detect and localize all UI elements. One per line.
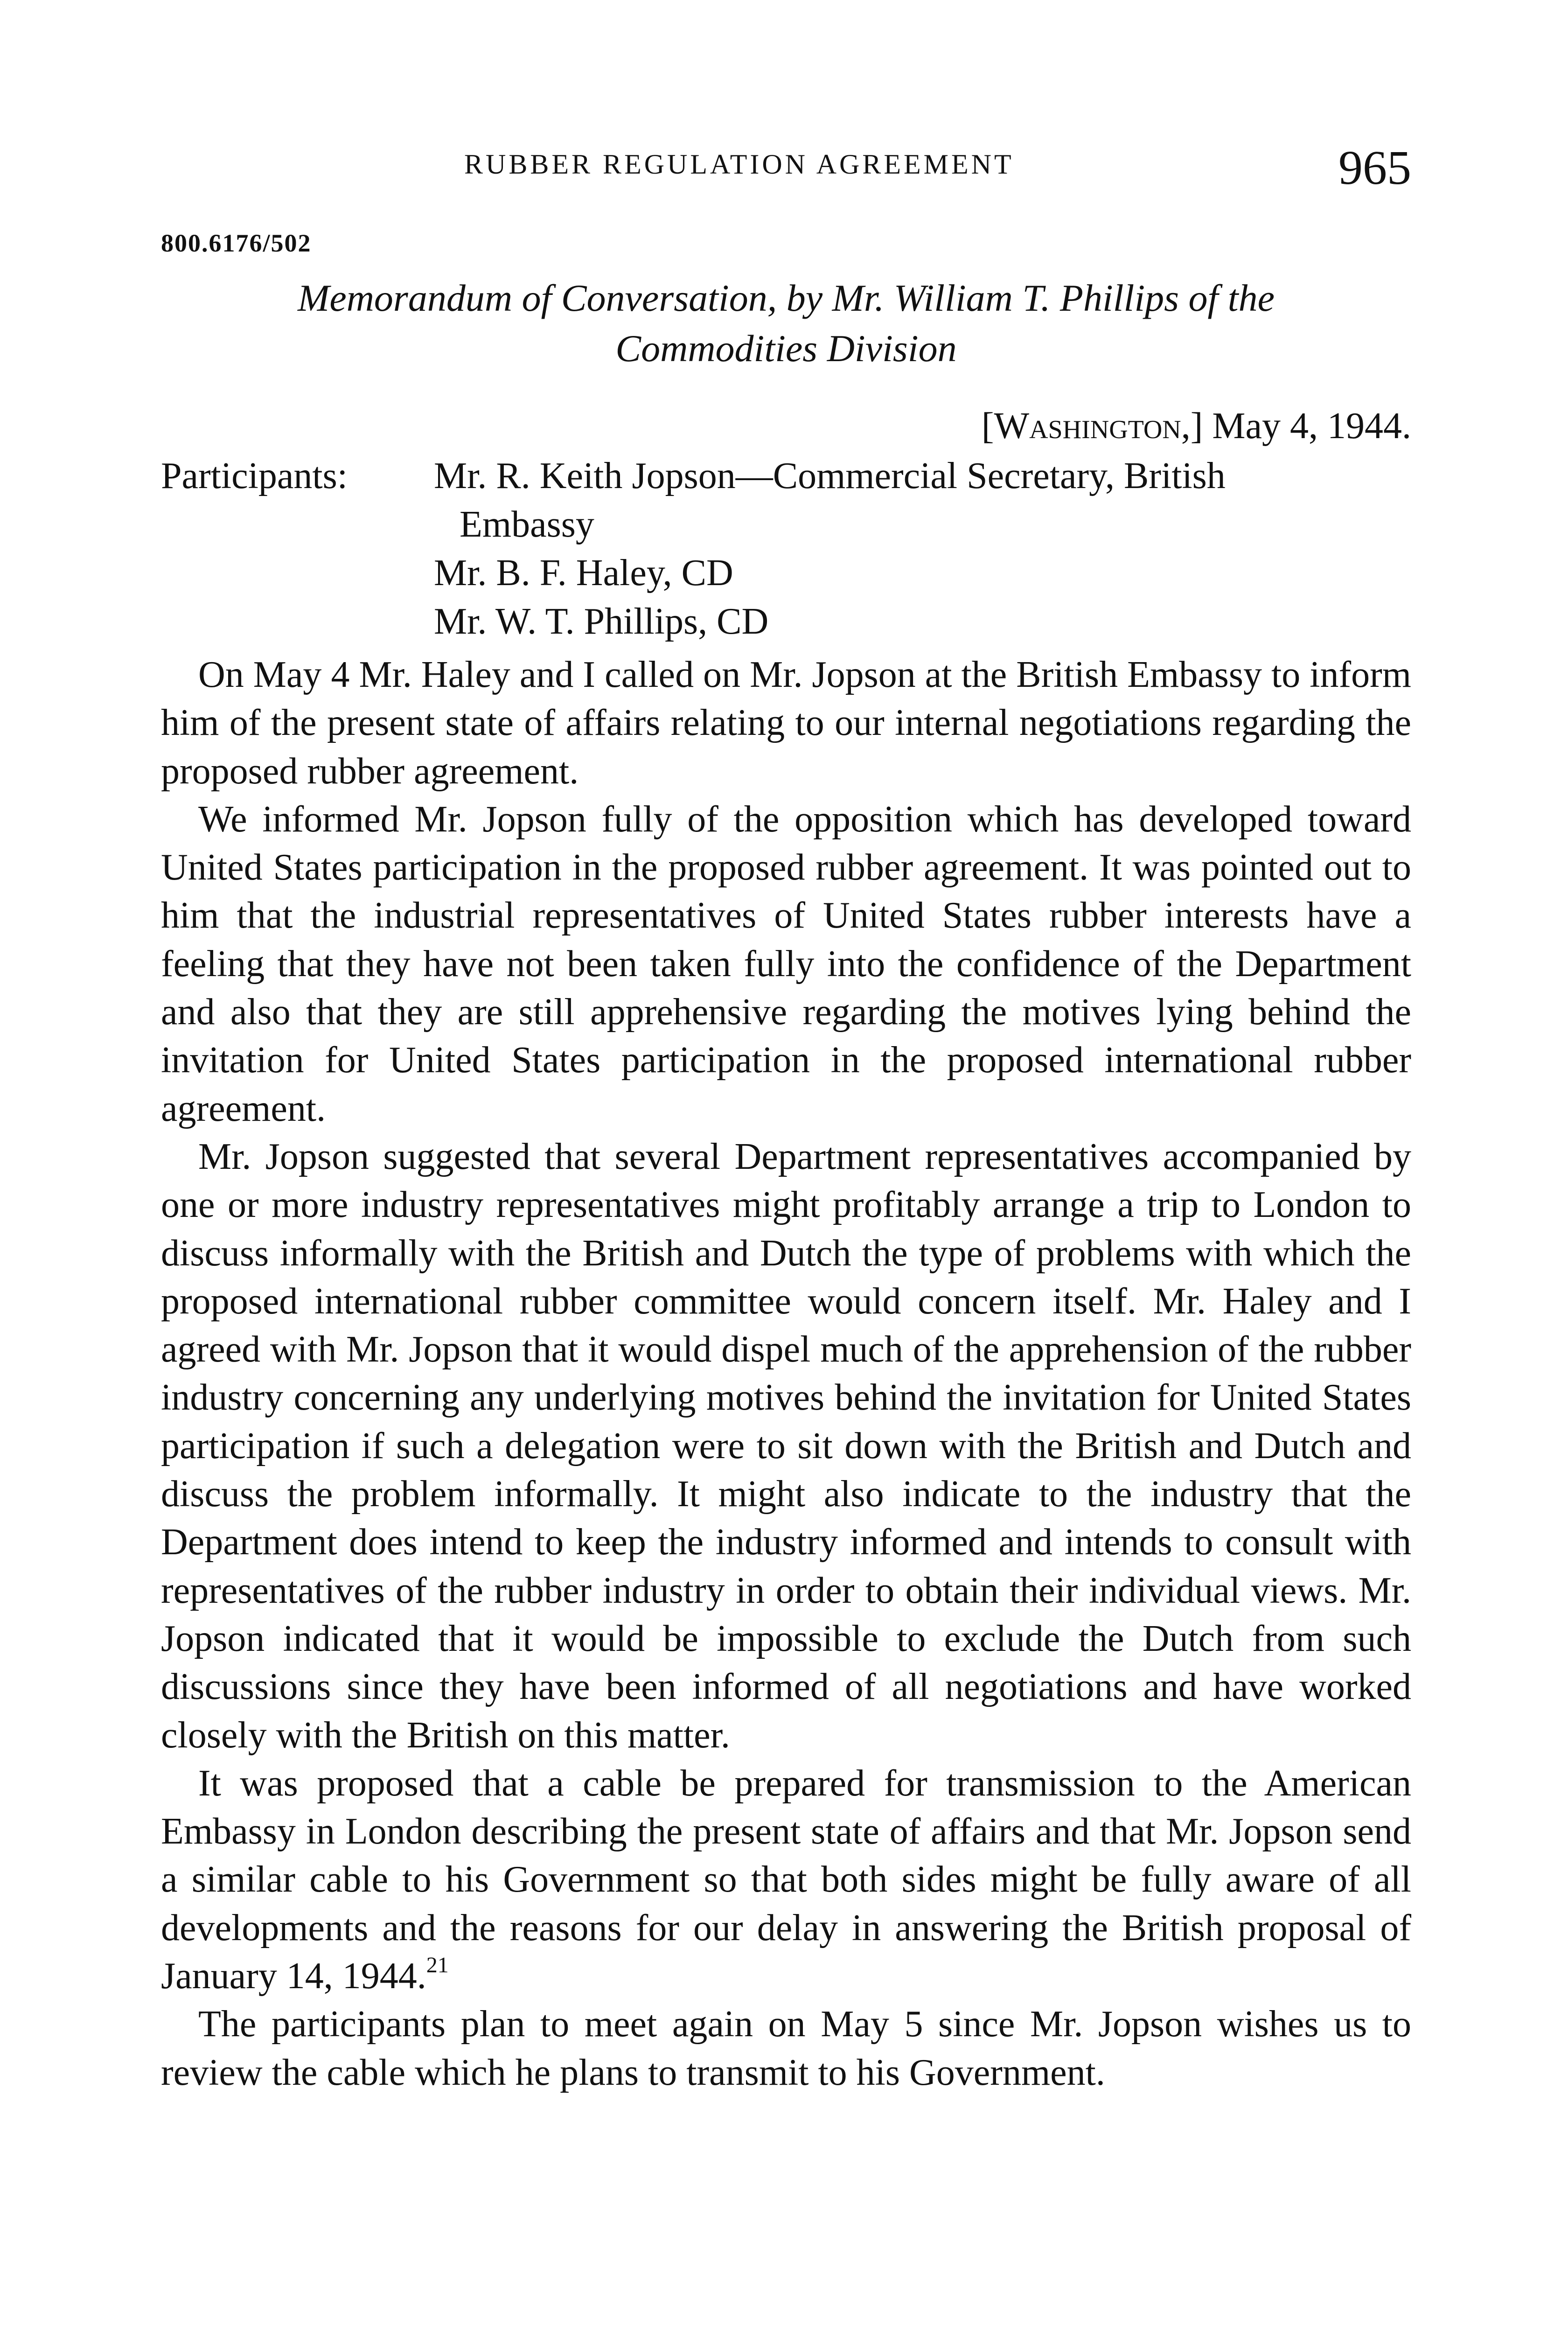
participant-haley: Mr. B. F. Haley, CD <box>434 552 733 594</box>
memorandum-body <box>161 651 1411 2097</box>
running-header <box>161 140 1411 196</box>
page-number: 965 <box>1338 141 1411 195</box>
dateline <box>982 405 1411 447</box>
paragraph-3: Mr. Jopson suggested that several Department representatives accompanied by one or more industry representatives might profitably arrange a trip to London to discuss informally with the British and Dutch the type of problems with which the proposed international rubber committee would concern itself. Mr. Haley and I agreed with Mr. Jopson that it would dispel much of the apprehension of the rubber industry concerning any underlying motives behind the invitation for United States participation if such a delegation were to sit down with the British and Dutch and discuss the problem informally. It might also indicate to the industry that the Department does intend to keep the industry informed and intends to consult with representatives of the rubber industry in order to obtain their individual views. Mr. Jopson indicated that it would be impossible to exclude the Dutch from such discussions since they have been informed of all negotiations and have worked closely with the British on this matter. <box>161 1136 1411 1756</box>
footnote-reference[interactable]: 21 <box>426 1953 449 1978</box>
title-line-2: Commodities Division <box>615 327 957 370</box>
participant-line-continued: Embassy <box>460 504 594 545</box>
participants-label: Participants: <box>161 455 348 496</box>
file-number: 800.6176/502 <box>161 229 312 257</box>
participant-line: Mr. R. Keith Jopson—Commercial Secretary, British <box>434 455 1226 496</box>
running-title: RUBBER REGULATION AGREEMENT <box>464 149 1014 180</box>
paragraph-1: On May 4 Mr. Haley and I called on Mr. Jopson at the British Embassy to inform him of the present state of affairs relating to our internal negotiations regarding the proposed rubber agreement. <box>161 654 1411 792</box>
paragraph-5: The participants plan to meet again on May 5 since Mr. Jopson wishes us to review the cable which he plans to transmit to his Government. <box>161 2004 1411 2093</box>
participant-jopson <box>434 452 1411 549</box>
paragraph-4 <box>161 1760 1411 2000</box>
participant-phillips: Mr. W. T. Phillips, CD <box>434 601 769 642</box>
dateline-close-bracket: ,] <box>1181 405 1203 447</box>
dateline-open-bracket: [ <box>981 405 994 447</box>
paragraph-4-text: It was proposed that a cable be prepared for transmission to the American Embassy in London describing the present state of affairs and that Mr. Jopson send a similar cable to his Government so that both sides might be fully aware of all developments and the reasons for our delay in answering the British proposal of January 14, 1944. <box>161 1762 1411 1997</box>
document-title <box>161 273 1411 374</box>
dateline-place: Washington <box>994 405 1181 447</box>
title-line-1: Memorandum of Conversation, by Mr. William T. Phillips of the <box>298 277 1275 319</box>
paragraph-2: We informed Mr. Jopson fully of the opposition which has developed toward United States participation in the proposed rubber agreement. It was pointed out to him that the industrial representatives of United States rubber interests have a feeling that they have not been taken fully into the confidence of the Department and also that they are still apprehensive regarding the motives lying behind the invitation for United States participation in the proposed international rubber agreement. <box>161 798 1411 1129</box>
dateline-date: May 4, 1944. <box>1212 405 1411 447</box>
participants-list <box>434 452 1411 646</box>
